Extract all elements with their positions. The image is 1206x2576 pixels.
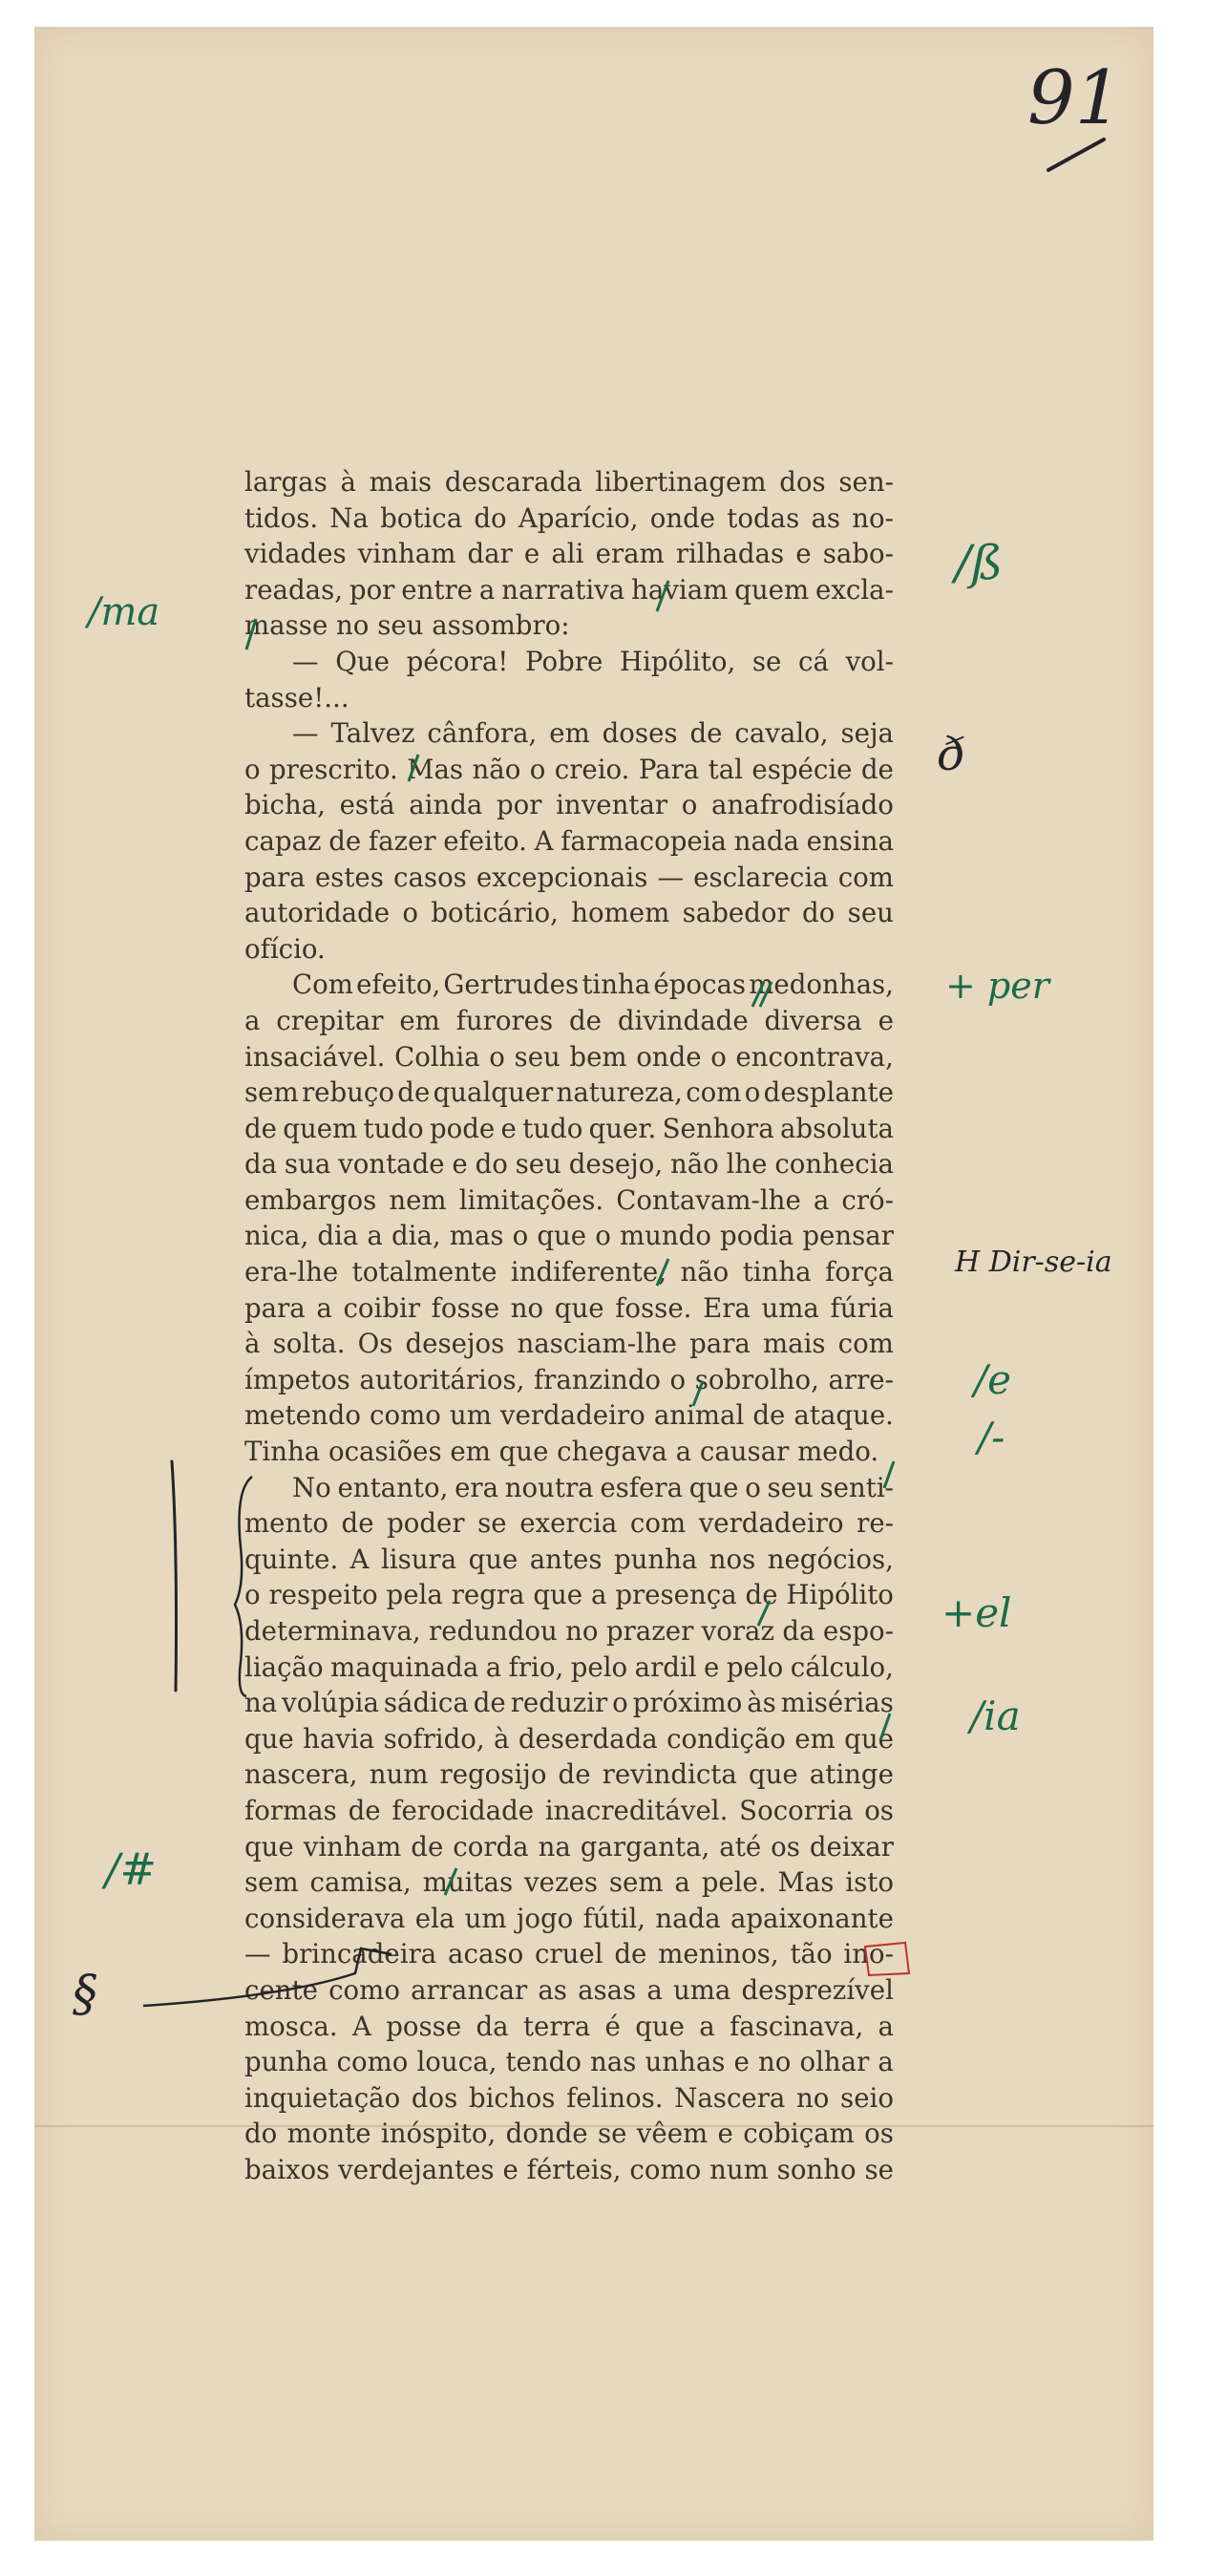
green-mark-atinge	[880, 1714, 890, 1740]
text-line: — Talvez cânfora, em doses de cavalo, seja	[292, 717, 894, 750]
text-line: tasse!...	[244, 681, 349, 713]
text-line: era-lhe totalmente indiferente, não tinha força	[244, 1256, 894, 1288]
text-line: readas, por entre a narrativa haviam quem excla-	[244, 573, 894, 606]
text-line: da sua vontade e do seu desejo, não lhe conhecia	[244, 1148, 894, 1181]
text-line: capaz de fazer efeito. A farmacopeia nada ensina	[244, 824, 894, 857]
text-line: para estes casos excepcionais — esclarecia com	[244, 861, 894, 893]
text-line: autoridade o boticário, homem sabedor do seu	[244, 897, 894, 929]
margin-note-right-4: H Dir-se-ia	[955, 1245, 1112, 1279]
margin-note-right-2: ð	[938, 728, 965, 781]
green-mark-pelo	[758, 1601, 770, 1626]
text-line: a crepitar em furores de divindade diversa e	[244, 1004, 894, 1036]
text-line: embargos nem limitações. Contavam-lhe a cró-	[244, 1183, 894, 1216]
text-line: à solta. Os desejos nasciam-lhe para mais com	[244, 1328, 894, 1360]
text-line: do monte inóspito, donde se vêem e cobiçam os	[244, 2118, 894, 2150]
text-line: quinte. A lisura que antes punha nos negócios,	[244, 1543, 894, 1575]
text-line: para a coibir fosse no que fosse. Era uma fúria	[244, 1291, 894, 1324]
green-mark-diversa	[752, 982, 772, 1007]
text-line: baixos verdejantes e férteis, como num sonho se	[244, 2153, 894, 2185]
text-line: Tinha ocasiões em que chegava a causar medo.	[244, 1436, 879, 1468]
black-margin-line	[172, 1461, 177, 1691]
text-line: — Que pécora! Pobre Hipólito, se cá vol-	[292, 645, 894, 677]
text-line: nica, dia a dia, mas o que o mundo podia pensar	[244, 1220, 894, 1252]
margin-note-right-8: /ia	[970, 1692, 1021, 1739]
green-mark-de	[693, 1381, 703, 1406]
black-insertion-line	[143, 1948, 391, 2006]
text-line: insaciável. Colhia o seu bem onde o encontrava,	[244, 1040, 894, 1073]
margin-note-left-ma: /ma	[88, 590, 160, 634]
text-line: determinava, redundou no prazer voraz da espo-	[244, 1615, 894, 1647]
margin-note-right-5: /e	[974, 1356, 1012, 1403]
black-bracket	[235, 1477, 252, 1696]
text-line: bicha, está ainda por inventar o anafrodisíado	[244, 789, 894, 821]
green-mark-masse	[246, 619, 256, 649]
text-line: punha como louca, tendo nas unhas e no olhar a	[244, 2046, 894, 2078]
text-line: largas à mais descarada libertinagem dos sen-	[244, 466, 894, 498]
text-line: ofício.	[244, 932, 326, 965]
green-mark-re	[884, 1461, 894, 1488]
text-line: vidades vinham dar e ali eram rilhadas e sabo-	[244, 538, 894, 570]
margin-note-right-1: /ß	[955, 535, 1004, 590]
text-line: o respeito pela regra que a presença de Hipólito	[244, 1579, 894, 1611]
text-line: Com efeito, Gertrudes tinha épocas medonhas,	[292, 969, 894, 1001]
text-line: que vinham de corda na garganta, até os deixar	[244, 1830, 894, 1863]
text-line: inquietação dos bichos felinos. Nascera no seio	[244, 2081, 894, 2114]
text-line: na volúpia sádica de reduzir o próximo às misérias	[244, 1687, 894, 1719]
text-line: tidos. Na botica do Aparício, onde todas as no-	[244, 501, 894, 534]
text-line: ímpetos autoritários, franzindo o sobrolho, arre-	[244, 1363, 894, 1395]
text-line: o prescrito. Mas não o creio. Para tal espécie de	[244, 753, 894, 785]
text-line: liação maquinada a frio, pelo ardil e pelo cálculo,	[244, 1650, 894, 1683]
margin-note-left-section: §	[73, 1966, 97, 2023]
margin-note-right-6: /-	[978, 1414, 1005, 1460]
text-line: mento de poder se exercia com verdadeiro re-	[244, 1507, 894, 1540]
text-line: nascera, num regosijo de revindicta que atinge	[244, 1758, 894, 1791]
margin-note-right-3: + per	[945, 965, 1049, 1007]
text-line: considerava ela um jogo fútil, nada apaixonante	[244, 1902, 894, 1934]
green-mark-era	[657, 1259, 668, 1286]
page-number: 91	[1027, 55, 1123, 141]
text-line: cente como arrancar as asas a uma desprezível	[244, 1973, 894, 2006]
text-line: masse no seu assombro:	[244, 609, 570, 642]
text-line: metendo como um verdadeiro animal de ataque.	[244, 1399, 894, 1432]
margin-note-right-7: +el	[942, 1589, 1012, 1636]
text-line: de quem tudo pode e tudo quer. Senhora absoluta	[244, 1112, 894, 1144]
red-box-mark	[865, 1943, 909, 1975]
text-line: No entanto, era noutra esfera que o seu senti-	[292, 1471, 894, 1503]
text-line: mosca. A posse da terra é que a fascinava, a	[244, 2010, 894, 2042]
green-mark-nao	[409, 755, 418, 781]
text-line: sem rebuço de qualquer natureza, com o desplante	[244, 1076, 894, 1109]
text-line: formas de ferocidade inacreditável. Socorria os	[244, 1794, 894, 1826]
text-line: sem camisa, muitas vezes sem a pele. Mas isto	[244, 1866, 894, 1899]
margin-note-left-hash: /#	[105, 1843, 158, 1895]
green-mark-haviam	[657, 581, 668, 611]
text-line: — brincadeira acaso cruel de meninos, tão ino-	[244, 1938, 894, 1970]
page-number-underline	[1048, 139, 1104, 170]
green-mark-ela	[445, 1868, 456, 1895]
text-line: que havia sofrido, à deserdada condição em que	[244, 1722, 894, 1755]
